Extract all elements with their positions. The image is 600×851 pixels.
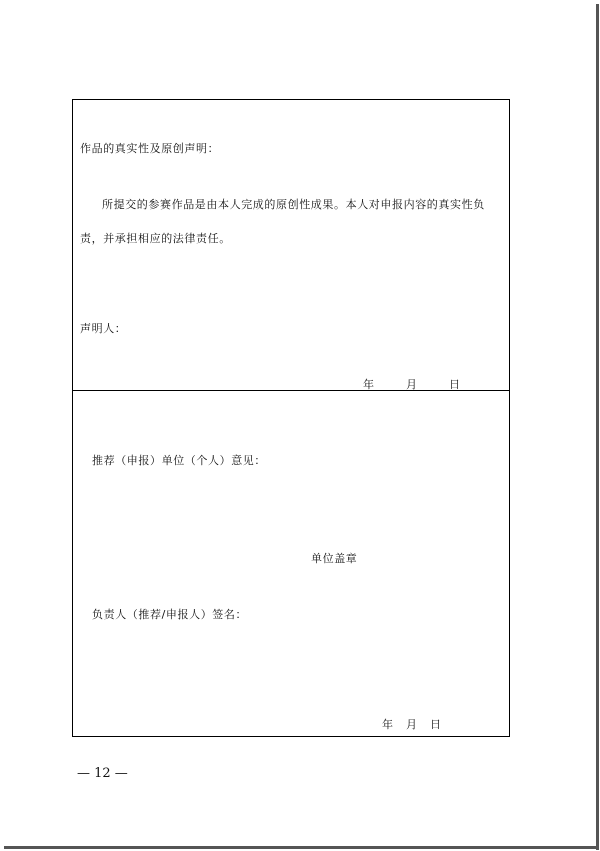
unit-seal-label: 单位盖章 [311, 552, 358, 565]
declarant-label: 声明人： [80, 322, 127, 335]
declaration-date-month: 月 [406, 378, 418, 391]
page-shadow-right [596, 4, 599, 850]
recommendation-title: 推荐（申报）单位（个人）意见： [92, 454, 266, 467]
page-number: — 12 — [77, 766, 128, 781]
recommendation-date-day: 日 [430, 718, 442, 731]
table-row-divider [73, 390, 509, 391]
signer-label: 负责人（推荐/申报人）签名： [92, 608, 248, 621]
recommendation-date-month: 月 [406, 718, 418, 731]
page-shadow-bottom [4, 846, 599, 849]
declaration-date-year: 年 [363, 378, 375, 391]
declaration-form-table [72, 99, 510, 737]
declaration-date-day: 日 [449, 378, 461, 391]
declaration-title: 作品的真实性及原创声明： [80, 142, 220, 155]
recommendation-date-year: 年 [382, 718, 394, 731]
declaration-body: 所提交的参赛作品是由本人完成的原创性成果。本人对申报内容的真实性负责，并承担相应的法律责任。 [80, 198, 485, 245]
